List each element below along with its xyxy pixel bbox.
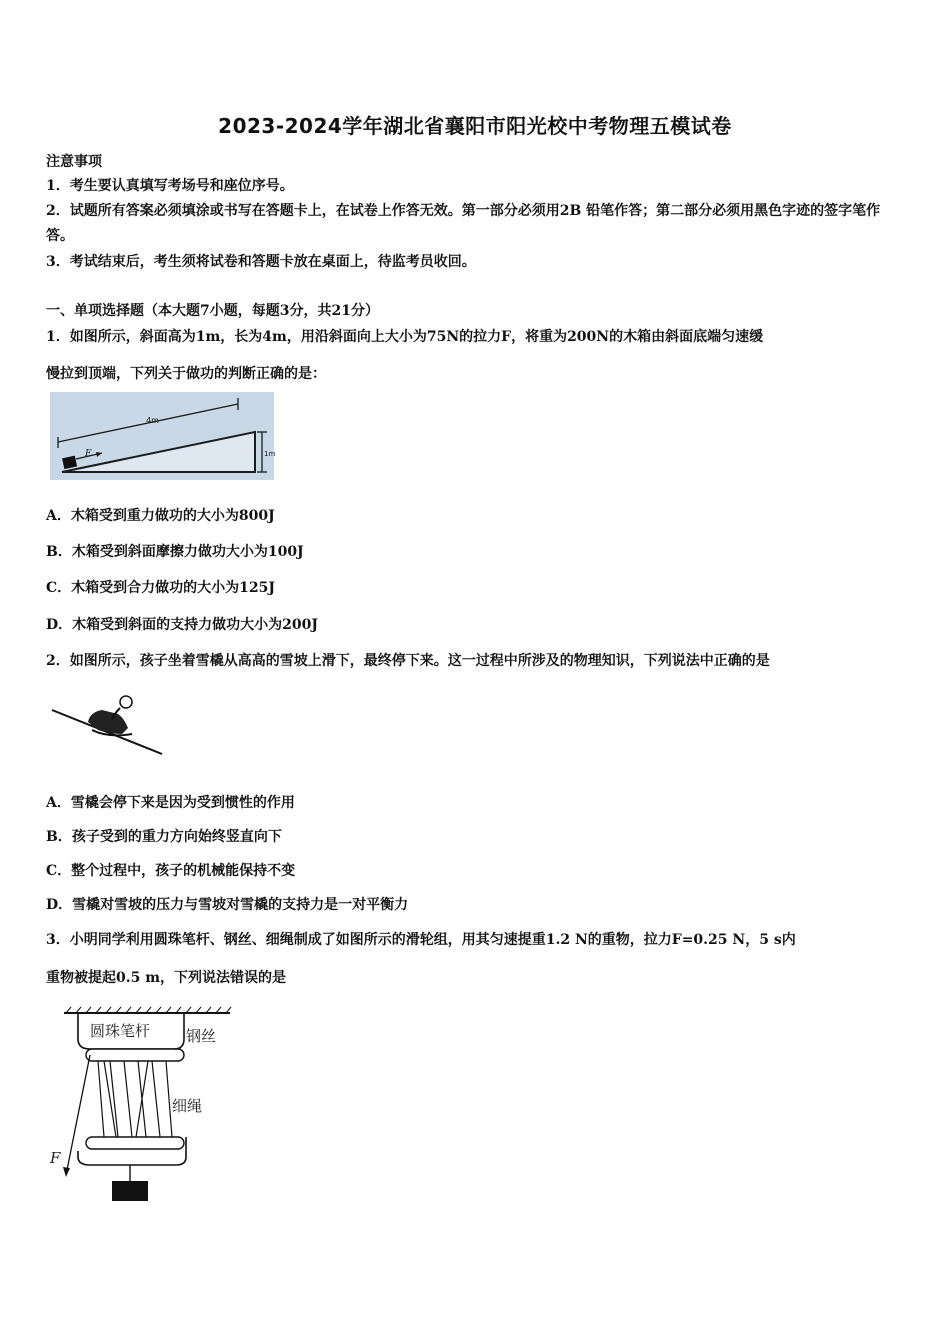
section-heading: 一、单项选择题（本大题7小题，每题3分，共21分） [46, 303, 379, 319]
notice-item-2: 2．试题所有答案必须填涂或书写在答题卡上，在试卷上作答无效。第一部分必须用2B 铅笔作答；第二部分必须用黑色字迹的签字笔作答。 [46, 203, 881, 244]
q1-option-c: C．木箱受到合力做功的大小为125J [46, 580, 275, 596]
notice-heading: 注意事项 [46, 154, 102, 170]
pull-force-label: F [50, 1149, 61, 1167]
child-head [120, 696, 132, 708]
length-label: 4m [146, 416, 159, 425]
lower-pen-barrel [86, 1137, 184, 1149]
upper-pen-barrel [86, 1049, 184, 1061]
q2-option-a: A．雪橇会停下来是因为受到惯性的作用 [46, 795, 295, 811]
q1-option-d: D．木箱受到斜面的支持力做功大小为200J [46, 617, 318, 633]
q1-option-a: A．木箱受到重力做功的大小为800J [46, 508, 275, 524]
steel-wire-label: 钢丝 [186, 1027, 217, 1045]
page-title: 2023-2024学年湖北省襄阳市阳光校中考物理五模试卷 [218, 114, 732, 138]
q2-stem: 2．如图所示，孩子坐着雪橇从高高的雪坡上滑下，最终停下来。这一过程中所涉及的物理知识，下列说法中正确的是 [46, 653, 770, 669]
q2-option-c: C．整个过程中，孩子的机械能保持不变 [46, 863, 296, 879]
q3-stem-line2: 重物被提起0.5 m，下列说法错误的是 [46, 970, 287, 986]
notice-item-1: 1．考生要认真填写考场号和座位序号。 [46, 178, 294, 194]
pulley-ropes [98, 1061, 172, 1137]
q1-stem-line1: 1．如图所示，斜面高为1m，长为4m，用沿斜面向上大小为75N的拉力F，将重为200N的木箱由斜面底端匀速缓 [46, 329, 764, 345]
q1-stem-line2: 慢拉到顶端，下列关于做功的判断正确的是： [46, 366, 326, 382]
thin-rope-label: 细绳 [172, 1097, 203, 1115]
incline-figure [50, 392, 274, 480]
notice-item-3: 3．考试结束后，考生须将试卷和答题卡放在桌面上，待监考员收回。 [46, 254, 476, 270]
force-label: F [85, 449, 92, 459]
pen-barrel-label: 圆珠笔杆 [90, 1022, 151, 1040]
force-arrowhead [63, 1167, 70, 1177]
height-label: 1m [264, 450, 276, 458]
pulley-figure [44, 1005, 239, 1205]
weight-block [112, 1181, 148, 1201]
q3-stem-line1: 3．小明同学利用圆珠笔杆、钢丝、细绳制成了如图所示的滑轮组，用其匀速提重1.2 N的重物，拉力F=0.25 N，5 s内 [46, 932, 796, 948]
q2-option-d: D．雪橇对雪坡的压力与雪坡对雪橇的支持力是一对平衡力 [46, 897, 409, 913]
q1-option-b: B．木箱受到斜面摩擦力做功大小为100J [46, 544, 304, 560]
sled-figure [50, 688, 164, 756]
q2-option-b: B．孩子受到的重力方向始终竖直向下 [46, 829, 282, 845]
